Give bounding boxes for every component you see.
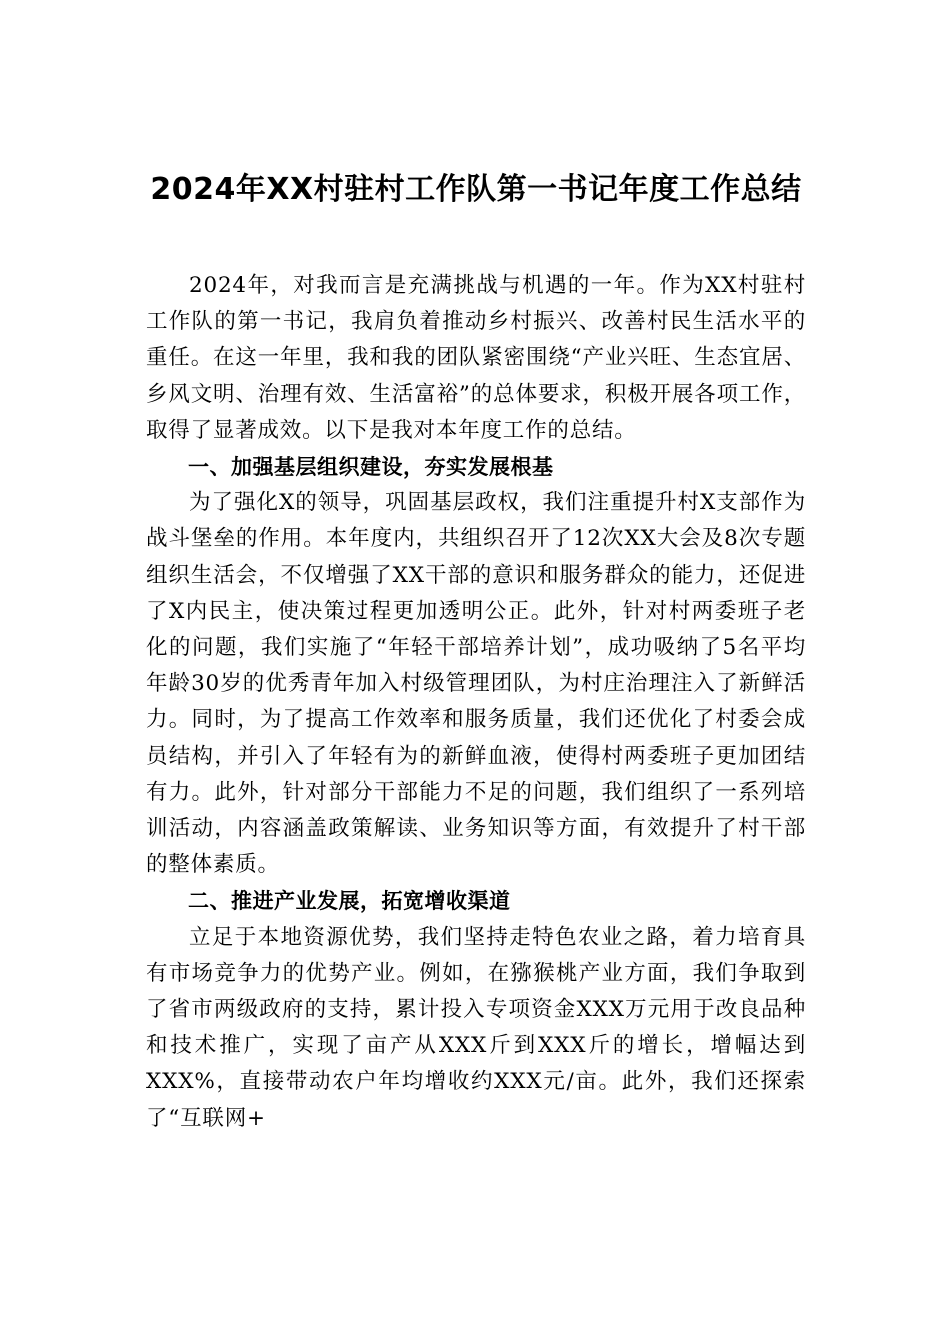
section-1-paragraph: 为了强化X的领导，巩固基层政权，我们注重提升村X支部作为战斗堡垒的作用。本年度内，共组织召开了12次XX大会及8次专题组织生活会，不仅增强了XX干部的意识和服务群众的能力，还促进了X内民主，使决策过程更加透明公正。此外，针对村两委班子老化的问题，我们实施了“年轻干部培养计划”，成功吸纳了5名平均年龄30岁的优秀青年加入村级管理团队，为村庄治理注入了新鲜活力。同时，为了提高工作效率和服务质量，我们还优化了村委会成员结构，并引入了年轻有为的新鲜血液，使得村两委班子更加团结有力。此外，针对部分干部能力不足的问题，我们组织了一系列培训活动，内容涵盖政策解读、业务知识等方面，有效提升了村干部的整体素质。 (146, 490, 806, 878)
document-title: 2024年XX村驻村工作队第一书记年度工作总结 (150, 172, 802, 207)
section-heading-2: 二、推进产业发展，拓宽增收渠道 (188, 889, 511, 914)
document-body (146, 268, 806, 1137)
section-2-paragraph: 立足于本地资源优势，我们坚持走特色农业之路，着力培育具有市场竞争力的优势产业。例如，在猕猴桃产业方面，我们争取到了省市两级政府的支持，累计投入专项资金XXX万元用于改良品种和技术推广，实现了亩产从XXX斤到XXX斤的增长，增幅达到XXX%，直接带动农户年均增收约XXX元/亩。此外，我们还探索了“互联网+ (146, 924, 806, 1131)
section-heading-1: 一、加强基层组织建设，夯实发展根基 (188, 455, 554, 480)
intro-paragraph: 2024年，对我而言是充满挑战与机遇的一年。作为XX村驻村工作队的第一书记，我肩负着推动乡村振兴、改善村民生活水平的重任。在这一年里，我和我的团队紧密围绕“产业兴旺、生态宜居、乡风文明、治理有效、生活富裕”的总体要求，积极开展各项工作，取得了显著成效。以下是我对本年度工作的总结。 (146, 273, 806, 443)
document-page (146, 160, 806, 1137)
